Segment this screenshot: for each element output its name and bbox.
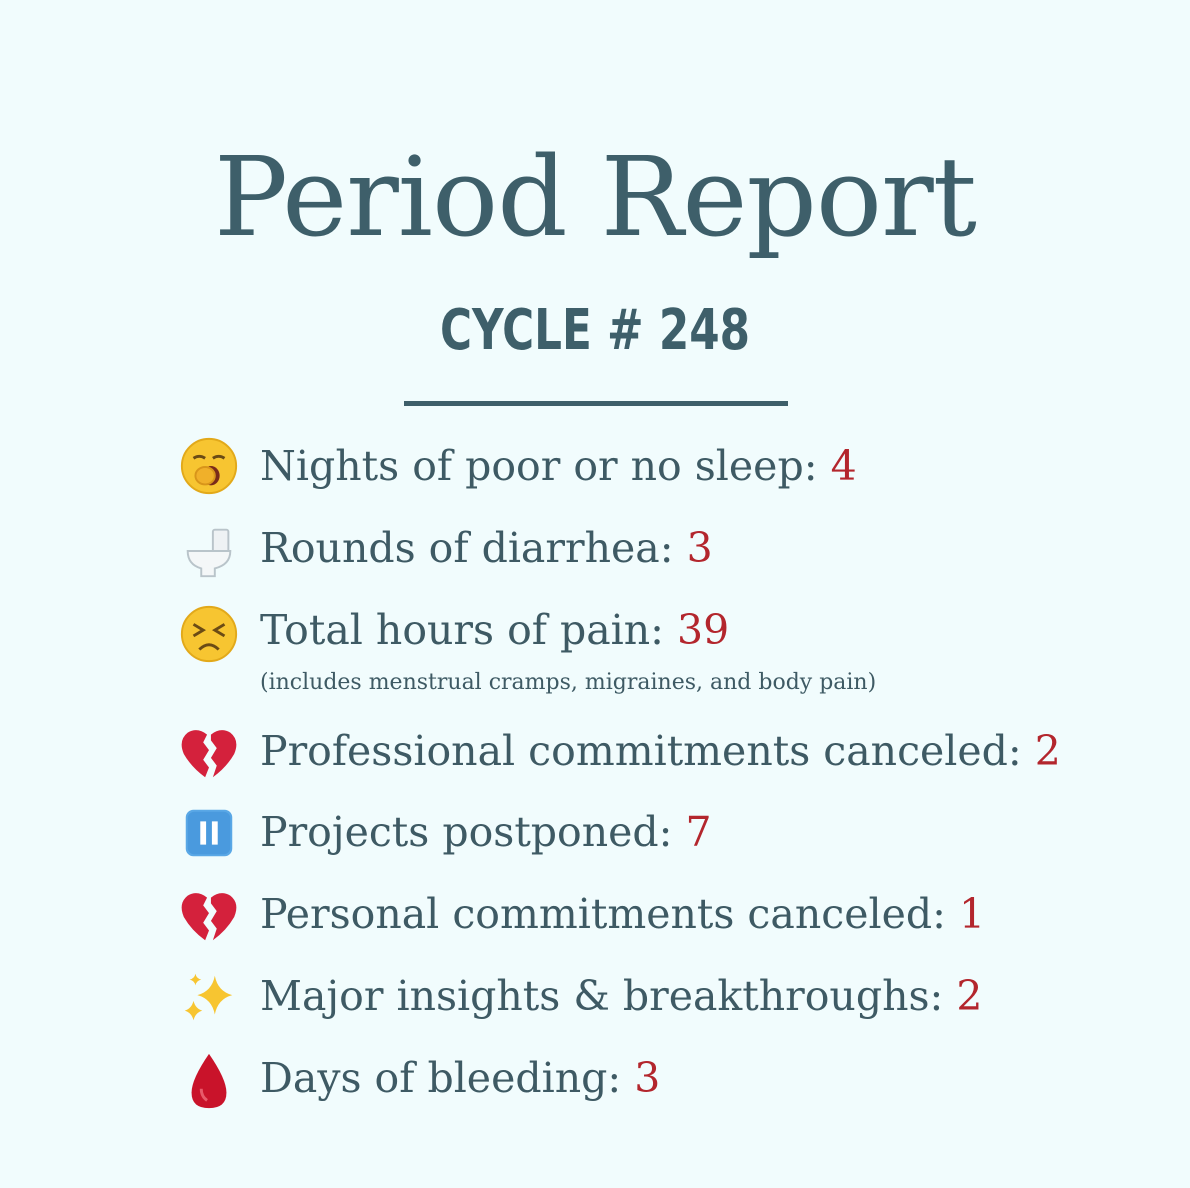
stat-label: Total hours of pain: — [260, 606, 664, 654]
stat-value: 1 — [958, 890, 986, 938]
cycle-subtitle: CYCLE # 248 — [439, 298, 751, 363]
stat-label: Projects postponed: — [260, 808, 673, 856]
toilet-icon — [176, 518, 242, 584]
stat-value: 2 — [1034, 727, 1061, 775]
broken-heart-icon — [176, 882, 242, 948]
stat-label: Professional commitments canceled: — [260, 727, 1022, 775]
stat-label: Major insights & breakthroughs: — [260, 972, 944, 1020]
broken-heart-icon — [176, 719, 242, 785]
stat-value: 4 — [830, 442, 857, 490]
stat-label: Rounds of diarrhea: — [260, 524, 674, 572]
stat-label: Personal commitments canceled: — [260, 890, 946, 938]
stat-value: 2 — [956, 972, 983, 1020]
stat-value: 7 — [685, 808, 712, 856]
pain-note: (includes menstrual cramps, migraines, and body pain) — [260, 670, 877, 695]
drop-of-blood-icon — [176, 1048, 242, 1114]
divider — [404, 401, 788, 406]
stat-label: Days of bleeding: — [260, 1054, 622, 1102]
stat-value: 39 — [677, 606, 730, 654]
stat-label: Nights of poor or no sleep: — [260, 442, 818, 490]
page-title: Period Report — [214, 133, 976, 261]
stat-value: 3 — [686, 524, 713, 572]
persevering-face-icon — [176, 601, 242, 667]
stat-value: 3 — [634, 1054, 661, 1102]
yawning-face-icon — [176, 433, 242, 499]
pause-button-icon — [176, 800, 242, 866]
sparkles-icon — [176, 964, 242, 1030]
